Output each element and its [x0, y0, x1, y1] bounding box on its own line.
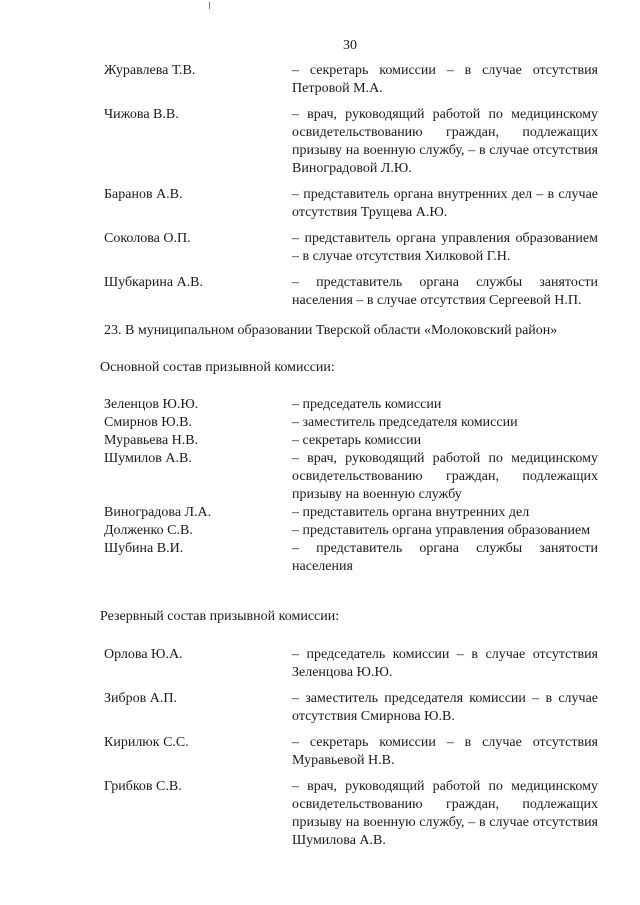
member-name: Долженко С.В. — [104, 523, 193, 538]
member-row — [0, 62, 640, 98]
member-row — [0, 540, 640, 576]
member-role: – председатель комиссии – в случае отсутствия Зеленцова Ю.Ю. — [292, 647, 598, 680]
reserve-composition-heading: Резервный состав призывной комиссии: — [100, 609, 340, 624]
member-row — [0, 396, 640, 414]
reserve-composition-list — [0, 646, 640, 850]
member-role: – представитель органа службы занятости населения — [292, 541, 598, 574]
member-row — [0, 414, 640, 432]
member-row — [0, 646, 640, 682]
member-name: Соколова О.П. — [104, 231, 191, 246]
member-name: Баранов А.В. — [104, 187, 183, 202]
member-role: – секретарь комиссии – в случае отсутствия Муравьевой Н.В. — [292, 735, 598, 768]
member-name: Журавлева Т.В. — [104, 63, 196, 78]
member-role: – представитель органа управления образованием — [292, 523, 591, 538]
member-row — [0, 230, 640, 266]
member-role: – заместитель председателя комиссии – в случае отсутствия Смирнова Ю.В. — [292, 691, 598, 724]
member-name: Чижова В.В. — [104, 107, 179, 122]
member-row — [0, 106, 640, 178]
member-name: Шумилов А.В. — [104, 451, 192, 466]
member-name: Виноградова Л.А. — [104, 505, 212, 520]
member-row — [0, 690, 640, 726]
main-composition-list — [0, 396, 640, 576]
member-name: Шубкарина А.В. — [104, 275, 204, 290]
member-role: – врач, руководящий работой по медицинскому освидетельствованию граждан, подлежащих призыву на военную службу, – в случае отсутствия Шумилова А.В. — [292, 779, 598, 848]
member-name: Шубина В.И. — [104, 541, 184, 556]
member-name: Кирилюк С.С. — [104, 735, 189, 750]
main-composition-heading: Основной состав призывной комиссии: — [100, 360, 335, 375]
member-row — [0, 186, 640, 222]
member-role: – секретарь комиссии – в случае отсутствия Петровой М.А. — [292, 63, 598, 96]
member-name: Зеленцов Ю.Ю. — [104, 397, 199, 412]
page-number: 30 — [343, 38, 357, 53]
section-title: 23. В муниципальном образовании Тверской области «Молоковский район» — [104, 323, 558, 338]
member-role: – врач, руководящий работой по медицинскому освидетельствованию граждан, подлежащих призыву на военную службу, – в случае отсутствия Виноградовой Л.Ю. — [292, 107, 598, 176]
member-role: – представитель органа службы занятости населения – в случае отсутствия Сергеевой Н.П. — [292, 275, 598, 308]
member-name: Орлова Ю.А. — [104, 647, 183, 662]
member-row — [0, 522, 640, 540]
member-role: – председатель комиссии — [292, 397, 442, 412]
member-role: – заместитель председателя комиссии — [292, 415, 518, 430]
member-row — [0, 734, 640, 770]
member-role: – представитель органа внутренних дел — [292, 505, 530, 520]
member-name: Смирнов Ю.В. — [104, 415, 193, 430]
member-name: Грибков С.В. — [104, 779, 182, 794]
member-name: Муравьева Н.В. — [104, 433, 199, 448]
member-role: – представитель органа управления образованием – в случае отсутствия Хилковой Г.Н. — [292, 231, 598, 264]
scan-mark — [209, 2, 210, 9]
member-role: – представитель органа внутренних дел – в случае отсутствия Трущева А.Ю. — [292, 187, 598, 220]
member-role: – секретарь комиссии — [292, 433, 422, 448]
member-role: – врач, руководящий работой по медицинскому освидетельствованию граждан, подлежащих призыву на военную службу — [292, 451, 598, 502]
reserve-list-continued — [0, 62, 640, 310]
member-row — [0, 778, 640, 850]
member-row — [0, 450, 640, 504]
member-row — [0, 274, 640, 310]
member-name: Зибров А.П. — [104, 691, 177, 706]
member-row — [0, 504, 640, 522]
member-row — [0, 432, 640, 450]
